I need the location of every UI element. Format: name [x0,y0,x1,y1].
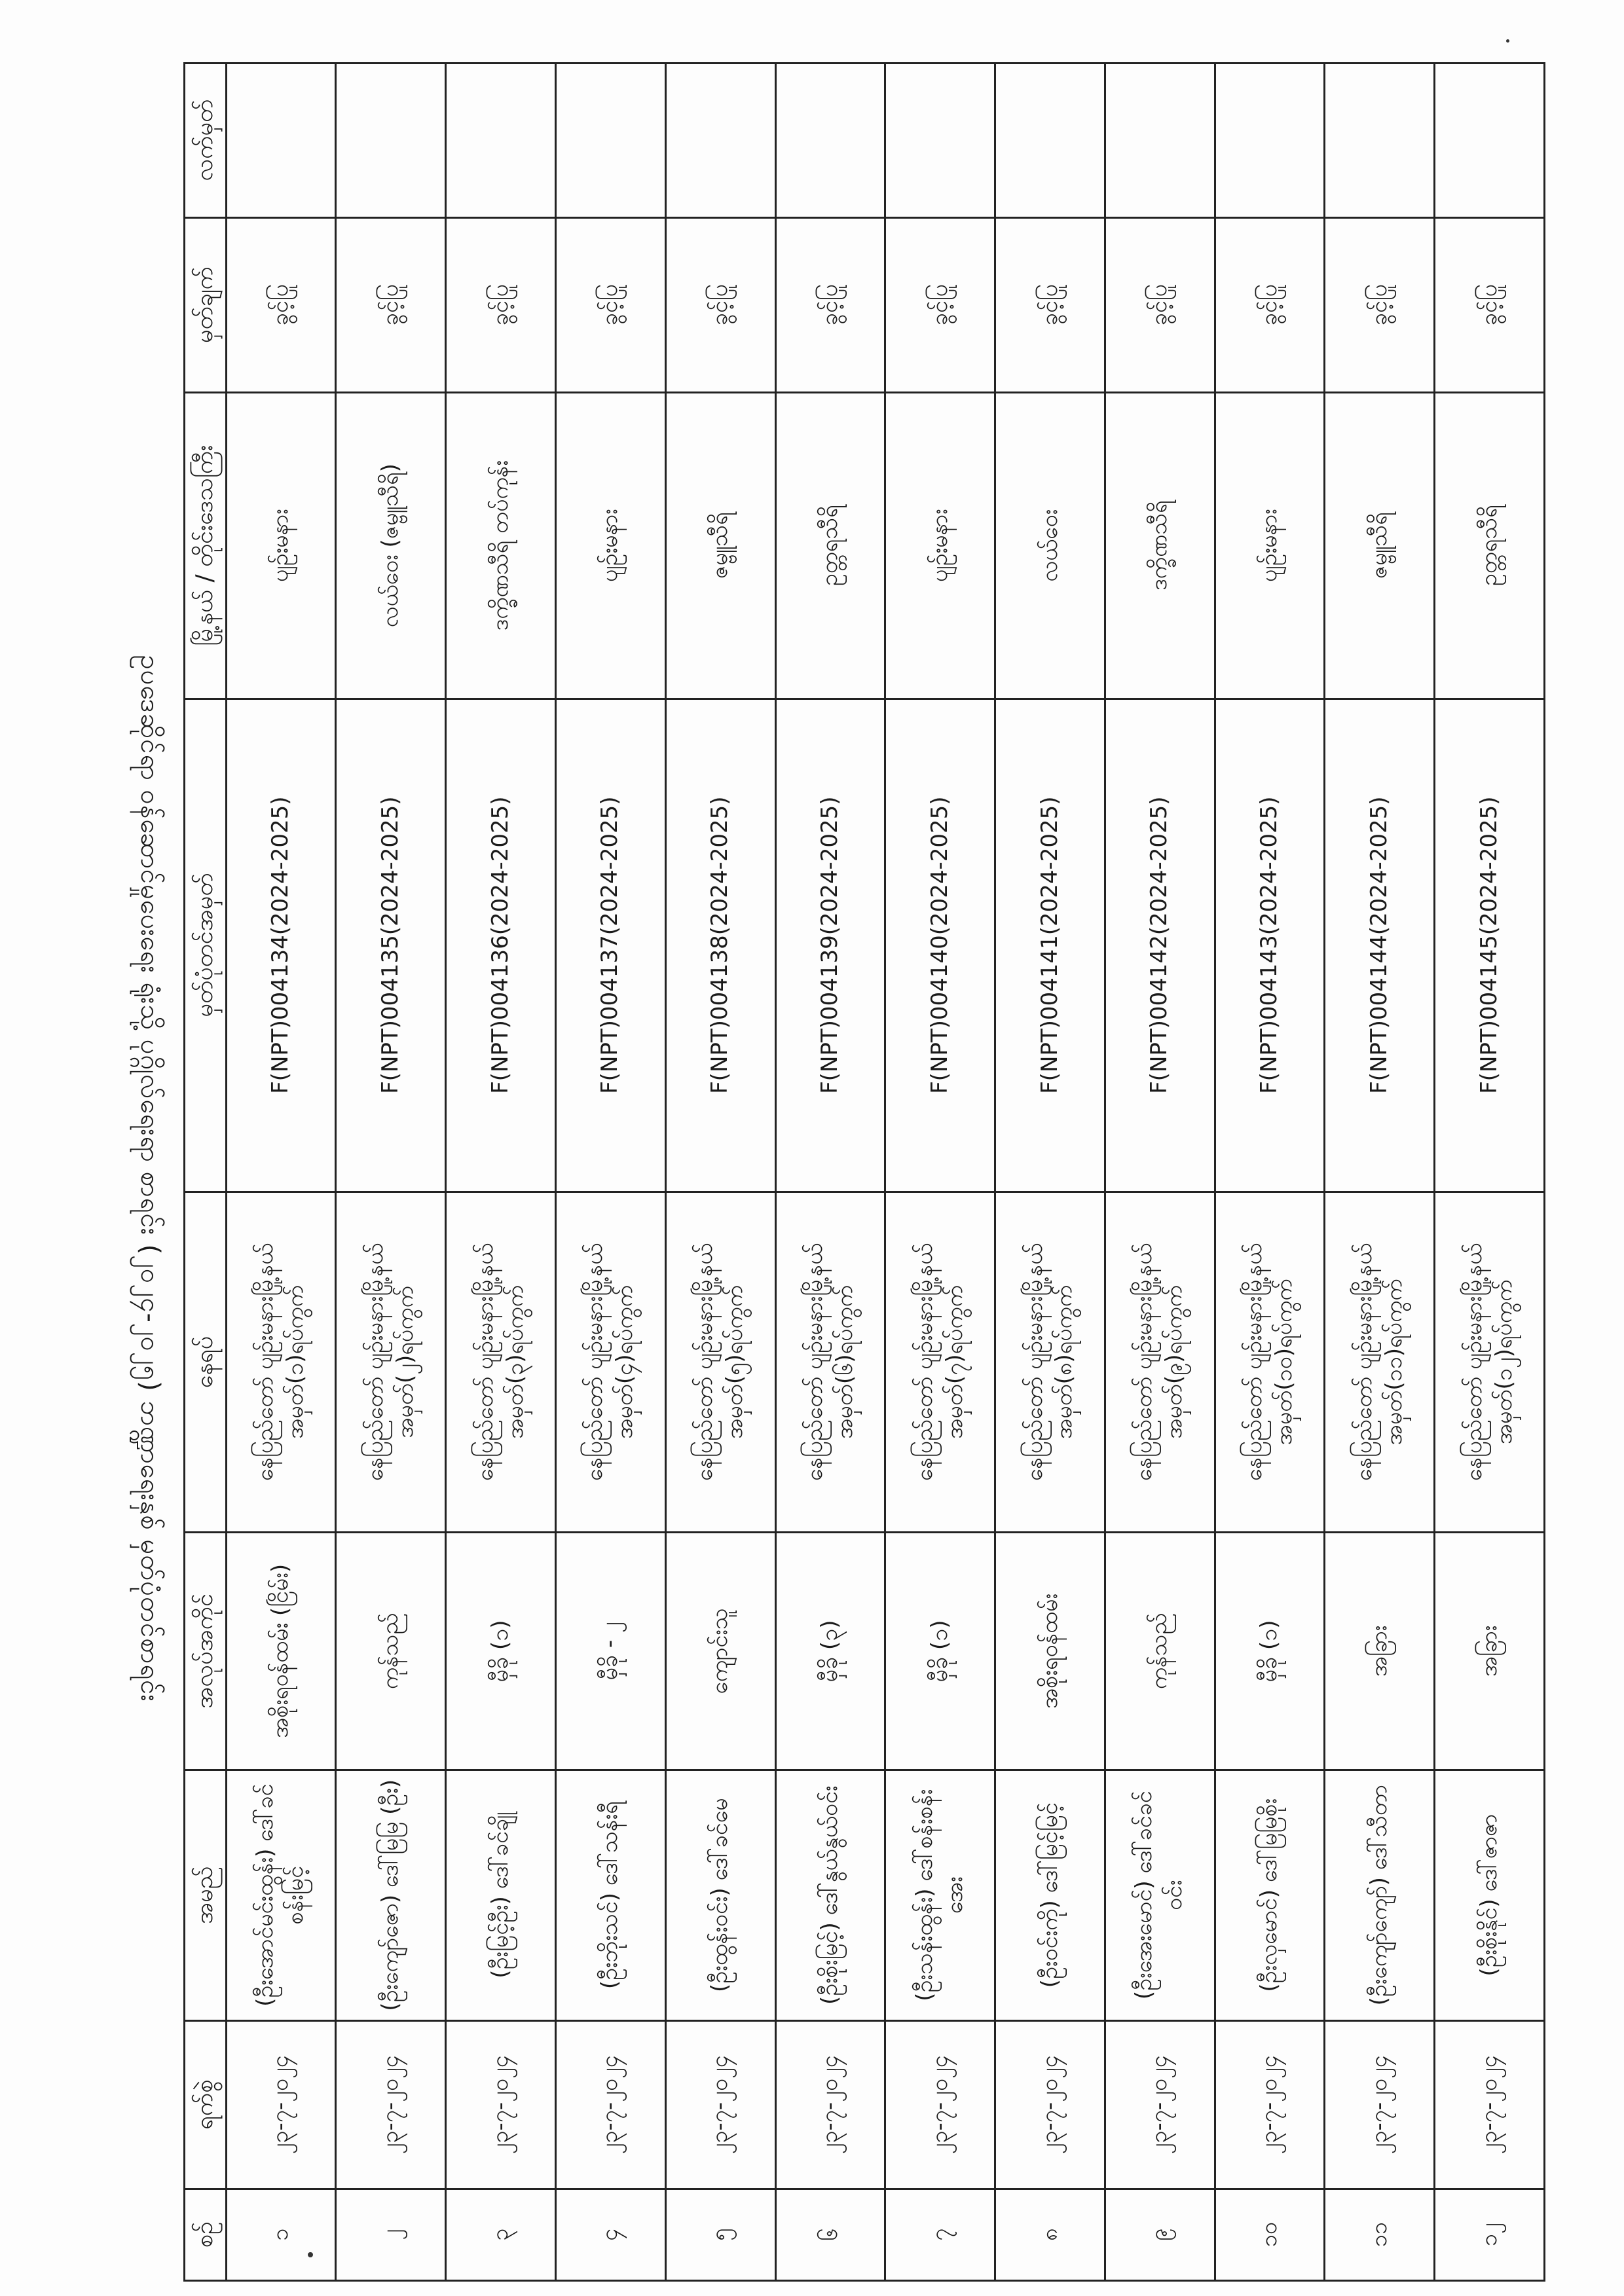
cell-date: ၂၃-၇-၂၀၂၄ [1325,2020,1435,2189]
cell-note: ခွင့်ပြု [226,217,336,392]
cell-sig [1435,64,1545,218]
cell-occupation: ကျောင်းသူ [665,1533,775,1770]
cell-name: (ဦးစိုးနိုင်) ဒေါ်ဇာဇာ [1435,1770,1545,2020]
cell-name: (ဦးအေးမောင်) ဒေါ်ခင်ခင်ဝင်း [1105,1770,1215,2020]
header-occupation: အလုပ်အကိုင် [185,1533,227,1770]
cell-sr: ၅ [665,2189,775,2280]
cell-region: ပျဉ်းမနား [885,392,995,699]
page-title: ဥပဒေဆိုင်ရာ ဝန်ဆောင်မှုပေးရေး ရုံးသို့ ပုဂ္ဂိုလ်ရေးရာ စာရင်း (၂၀၂၄-၂၀၂၅) ဘဏ္ဍာရေးနှစ် မှတ်ပုံတင်စာရင်း [135,655,165,1702]
cell-sig [336,64,446,218]
table-row [226,64,336,2281]
table-row [885,64,995,2281]
cell-name: (ဦးမြင့်ဦး) ဒေါ်ခင်ချို [446,1770,556,2020]
cell-cert-no: F(NPT)004137(2024-2025) [555,699,665,1192]
cell-sr: ၁ [226,2189,336,2280]
cell-address: နေပြည်တော် ပျဉ်းမနားမြို့နယ် အမှတ်(၂)ရပ်ကွက် [336,1192,446,1533]
table-row [995,64,1105,2281]
cell-occupation: မှီခို (၁) [885,1533,995,1770]
cell-occupation: မှီခို (၁) [446,1533,556,1770]
cell-occupation: မှီခို (၁) [1215,1533,1325,1770]
cell-cert-no: F(NPT)004134(2024-2025) [226,699,336,1192]
header-sig: လက်မှတ် [185,64,227,218]
cell-sig [1105,64,1215,218]
cell-name: (ဦးကျော်ဇော) ဒေါ်မြမြ (ဦး) [336,1770,446,2020]
cell-name: (ဦးထွန်းဝင်း) ဒေါ်ခင်မေ [665,1770,775,2020]
header-note: မှတ်ချက် [185,217,227,392]
cell-sr: ၁၀ [1215,2189,1325,2280]
cell-region: ဥတ္တရသီရိ [1435,392,1545,699]
table-row [1325,64,1435,2281]
table-row [336,64,446,2281]
cell-occupation: အခြား [1325,1533,1435,1770]
table-row [665,64,775,2281]
cell-note: ခွင့်ပြု [1105,217,1215,392]
table-row [446,64,556,2281]
cell-sig [775,64,885,218]
header-address: နေရပ် [185,1192,227,1533]
cell-sr: ၁၂ [1435,2189,1545,2280]
cell-address: နေပြည်တော် ပျဉ်းမနားမြို့နယ် အမှတ်(၅)ရပ်ကွက် [665,1192,775,1533]
cell-name: (ဦးဘိုးသင်) ဒေါ်သန်းရီ [555,1770,665,2020]
cell-sig [1325,64,1435,218]
cell-region: လယ်ဝေး [995,392,1105,699]
cell-cert-no: F(NPT)004142(2024-2025) [1105,699,1215,1192]
cell-sr: ၇ [885,2189,995,2280]
cell-cert-no: F(NPT)004136(2024-2025) [446,699,556,1192]
cell-name: (ဦးကျော်ကျော်) ဒေါ်သီတာ [1325,1770,1435,2020]
cell-name: (ဦးစိုးမြင့်) ဒေါ်နွယ်နွယ်ဝင်း [775,1770,885,2020]
cell-region: ဇမ္ဗူသီရိ [665,392,775,699]
cell-region: ပျဉ်းမနား [555,392,665,699]
cell-address: နေပြည်တော် ပျဉ်းမနားမြို့နယ် အမှတ်(၁၁)ရပ်ကွက် [1325,1192,1435,1533]
rotated-page [79,56,1545,2288]
cell-region: ဥတ္တရသီရိ [775,392,885,699]
cell-sr: ၄ [555,2189,665,2280]
cell-address: နေပြည်တော် ပျဉ်းမနားမြို့နယ် အမှတ်(၁၀)ရပ်ကွက် [1215,1192,1325,1533]
cell-note: ခွင့်ပြု [665,217,775,392]
cell-occupation: မှီခို (၃) [775,1533,885,1770]
cell-cert-no: F(NPT)004141(2024-2025) [995,699,1105,1192]
scan-speck [1506,39,1509,43]
cell-note: ခွင့်ပြု [1325,217,1435,392]
cell-occupation: ကုန်သည် [336,1533,446,1770]
cell-date: ၂၃-၇-၂၀၂၄ [885,2020,995,2189]
cell-region: ဒက္ခိဏသီရိ [1105,392,1215,699]
cell-occupation: အစိုးရဝန်ထမ်း (ငြိမ်း) [226,1533,336,1770]
cell-note: ခွင့်ပြု [446,217,556,392]
cell-address: နေပြည်တော် ပျဉ်းမနားမြို့နယ် အမှတ်(၆)ရပ်ကွက် [775,1192,885,1533]
cell-date: ၂၃-၇-၂၀၂၄ [1435,2020,1545,2189]
cell-note: ခွင့်ပြု [1435,217,1545,392]
table-row [1435,64,1545,2281]
cell-date: ၂၃-၇-၂၀၂၄ [665,2020,775,2189]
cell-note: ခွင့်ပြု [1215,217,1325,392]
cell-region: ပျဉ်းမနား [226,392,336,699]
cell-date: ၂၃-၇-၂၀၂၄ [336,2020,446,2189]
cell-note: ခွင့်ပြု [885,217,995,392]
cell-sig [446,64,556,218]
cell-sr: ၁၁ [1325,2189,1435,2280]
cell-name: (ဦးလှမောင်) ဒေါ်မြမြစိုး [1215,1770,1325,2020]
cell-occupation: အစိုးရဝန်ထမ်း [995,1533,1105,1770]
cell-address: နေပြည်တော် ပျဉ်းမနားမြို့နယ် အမှတ်(၁)ရပ်ကွက် [226,1192,336,1533]
cell-address: နေပြည်တော် ပျဉ်းမနားမြို့နယ် အမှတ်(၁၂)ရပ်ကွက် [1435,1192,1545,1533]
cell-occupation: အခြား [1435,1533,1545,1770]
table-row [775,64,885,2281]
cell-date: ၂၃-၇-၂၀၂၄ [555,2020,665,2189]
table-header-row [185,64,227,2281]
cell-cert-no: F(NPT)004143(2024-2025) [1215,699,1325,1192]
cell-name: (ဦးဝင်းကို) ဒေါ်မြင့်မြင့် [995,1770,1105,2020]
cell-sr: ၈ [995,2189,1105,2280]
cell-region: ဇမ္ဗူသီရိ [1325,392,1435,699]
cell-sr: ၃ [446,2189,556,2280]
cell-note: ခွင့်ပြု [336,217,446,392]
cell-sig [665,64,775,218]
cell-note: ခွင့်ပြု [775,217,885,392]
header-name: အမည် [185,1770,227,2020]
cell-sr: ၆ [775,2189,885,2280]
cell-sig [226,64,336,218]
cell-address: နေပြည်တော် ပျဉ်းမနားမြို့နယ် အမှတ်(၇)ရပ်ကွက် [885,1192,995,1533]
header-sr: စဉ် [185,2189,227,2280]
cell-date: ၂၃-၇-၂၀၂၄ [775,2020,885,2189]
cell-sig [555,64,665,218]
cell-sr: ၉ [1105,2189,1215,2280]
scan-speck [308,2252,313,2257]
table-row [555,64,665,2281]
cell-cert-no: F(NPT)004135(2024-2025) [336,699,446,1192]
table-row [1105,64,1215,2281]
cell-note: ခွင့်ပြု [555,217,665,392]
cell-note: ခွင့်ပြု [995,217,1105,392]
cell-date: ၂၃-၇-၂၀၂၄ [226,2020,336,2189]
header-cert-no: မှတ်ပုံတင်အမှတ် [185,699,227,1192]
table-row [1215,64,1325,2281]
cell-name: (ဦးအောင်မင်းထွန်း) ဒေါ်ခင်စန်းမြင့် [226,1770,336,2020]
cell-sig [885,64,995,218]
cell-cert-no: F(NPT)004140(2024-2025) [885,699,995,1192]
cell-address: နေပြည်တော် ပျဉ်းမနားမြို့နယ် အမှတ်(၉)ရပ်ကွက် [1105,1192,1215,1533]
cell-name: (ဦးသန်းထွန်း) ဒေါ်စန်းစန်းအေး [885,1770,995,2020]
cell-cert-no: F(NPT)004145(2024-2025) [1435,699,1545,1192]
cell-sig [995,64,1105,218]
cell-sig [1215,64,1325,218]
cell-date: ၂၃-၇-၂၀၂၄ [1215,2020,1325,2189]
cell-cert-no: F(NPT)004139(2024-2025) [775,699,885,1192]
cell-address: နေပြည်တော် ပျဉ်းမနားမြို့နယ် အမှတ်(၃)ရပ်ကွက် [446,1192,556,1533]
register-table [183,62,1545,2282]
cell-region: လယ်ဝေး (ဇမ္ဗူသီရိ) [336,392,446,699]
cell-region: ပျဉ်းမနား [1215,392,1325,699]
header-region: မြို့နယ် / တိုင်းဒေသကြီး [185,392,227,699]
cell-cert-no: F(NPT)004144(2024-2025) [1325,699,1435,1192]
cell-address: နေပြည်တော် ပျဉ်းမနားမြို့နယ် အမှတ်(၄)ရပ်ကွက် [555,1192,665,1533]
header-date: ရက်စွဲ [185,2020,227,2189]
cell-date: ၂၃-၇-၂၀၂၄ [1105,2020,1215,2189]
cell-region: ဒက္ခိဏသီရိ တပ်ကုန်း [446,392,556,699]
cell-cert-no: F(NPT)004138(2024-2025) [665,699,775,1192]
cell-occupation: မှီခို - ၂ [555,1533,665,1770]
cell-address: နေပြည်တော် ပျဉ်းမနားမြို့နယ် အမှတ်(၈)ရပ်ကွက် [995,1192,1105,1533]
cell-date: ၂၃-၇-၂၀၂၄ [446,2020,556,2189]
table-body [226,64,1544,2281]
cell-date: ၂၃-၇-၂၀၂၄ [995,2020,1105,2189]
cell-sr: ၂ [336,2189,446,2280]
cell-occupation: ကုန်သည် [1105,1533,1215,1770]
